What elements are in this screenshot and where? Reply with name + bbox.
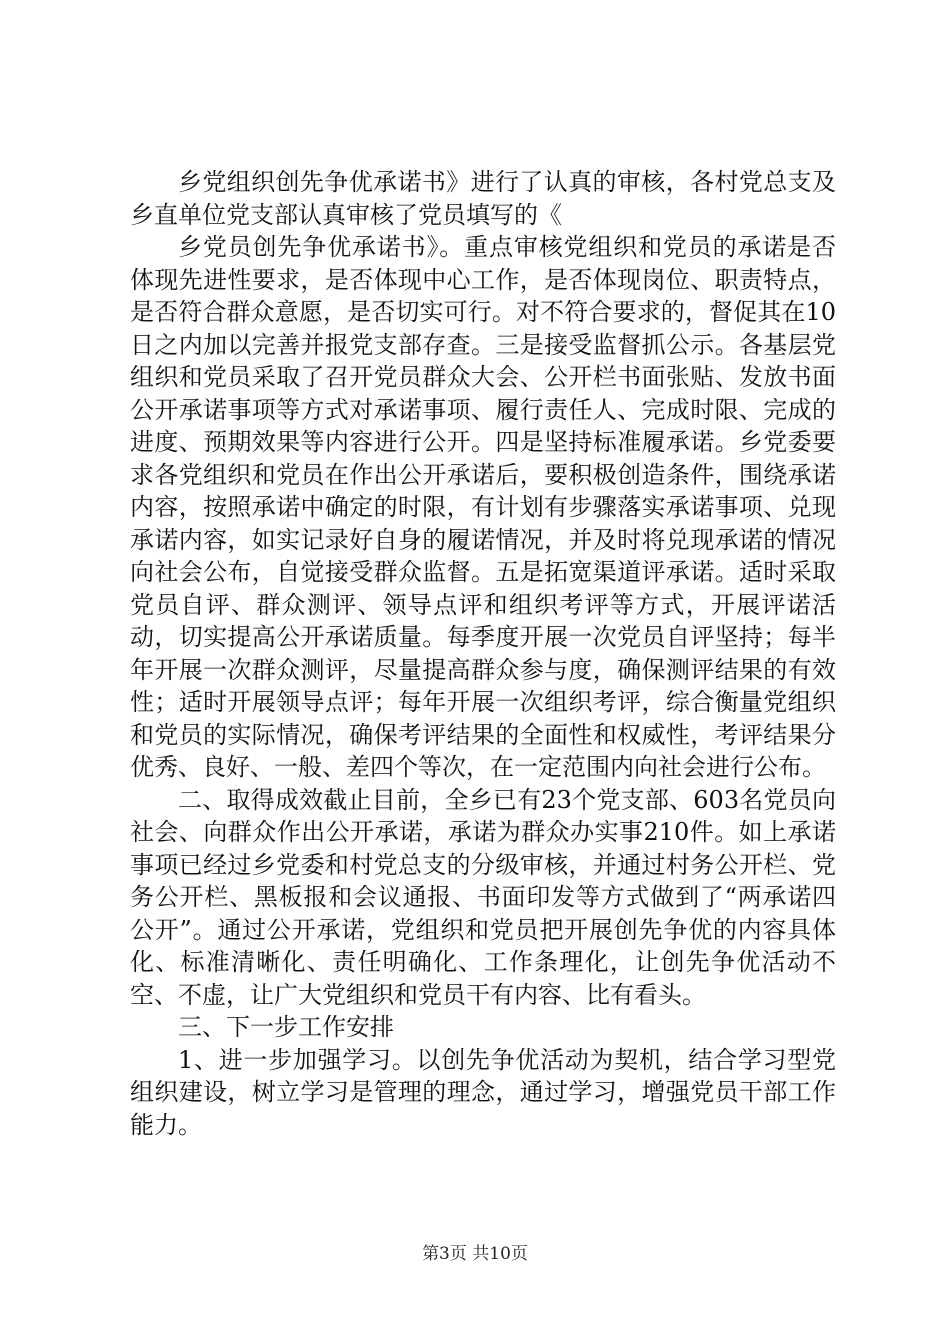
paragraph-4: 1、进一步加强学习。以创先争优活动为契机，结合学习型党组织建设，树立学习是管理的理念，通过学习，增强党员干部工作能力。: [130, 1045, 836, 1139]
page-footer: [0, 1243, 950, 1265]
section-heading: 三、下一步工作安排: [178, 1013, 394, 1041]
document-body: [130, 166, 836, 1141]
paragraph-3: 二、取得成效截止目前，全乡已有23个党支部、603名党员向社会、向群众作出公开承诺，承诺为群众办实事210件。如上承诺事项已经过乡党委和村党总支的分级审核，并通过村务公开栏、党务公开栏、黑板报和会议通报、书面印发等方式做到了“两承诺四公开”。通过公开承诺，党组织和党员把开展创先争优的内容具体化、标准清晰化、责任明确化、工作条理化，让创先争优活动不空、不虚，让广大党组织和党员干有内容、比有看头。: [130, 785, 836, 1009]
paragraph-1: 乡党组织创先争优承诺书》进行了认真的审核，各村党总支及乡直单位党支部认真审核了党员填写的《: [130, 168, 836, 229]
paragraph-2: 乡党员创先争优承诺书》。重点审核党组织和党员的承诺是否体现先进性要求，是否体现中心工作，是否体现岗位、职责特点，是否符合群众意愿，是否切实可行。对不符合要求的，督促其在10日之内加以完善并报党支部存查。三是接受监督抓公示。各基层党组织和党员采取了召开党员群众大会、公开栏书面张贴、发放书面公开承诺事项等方式对承诺事项、履行责任人、完成时限、完成的进度、预期效果等内容进行公开。四是坚持标准履承诺。乡党委要求各党组织和党员在作出公开承诺后，要积极创造条件，围绕承诺内容，按照承诺中确定的时限，有计划有步骤落实承诺事项、兑现承诺内容，如实记录好自身的履诺情况，并及时将兑现承诺的情况向社会公布，自觉接受群众监督。五是拓宽渠道评承诺。适时采取党员自评、群众测评、领导点评和组织考评等方式，开展评诺活动，切实提高公开承诺质量。每季度开展一次党员自评坚持；每半年开展一次群众测评，尽量提高群众参与度，确保测评结果的有效性；适时开展领导点评；每年开展一次组织考评，综合衡量党组织和党员的实际情况，确保考评结果的全面性和权威性，考评结果分优秀、良好、一般、差四个等次，在一定范围内向社会进行公布。: [130, 233, 836, 781]
page-number: 第3页 共10页: [422, 1244, 528, 1264]
